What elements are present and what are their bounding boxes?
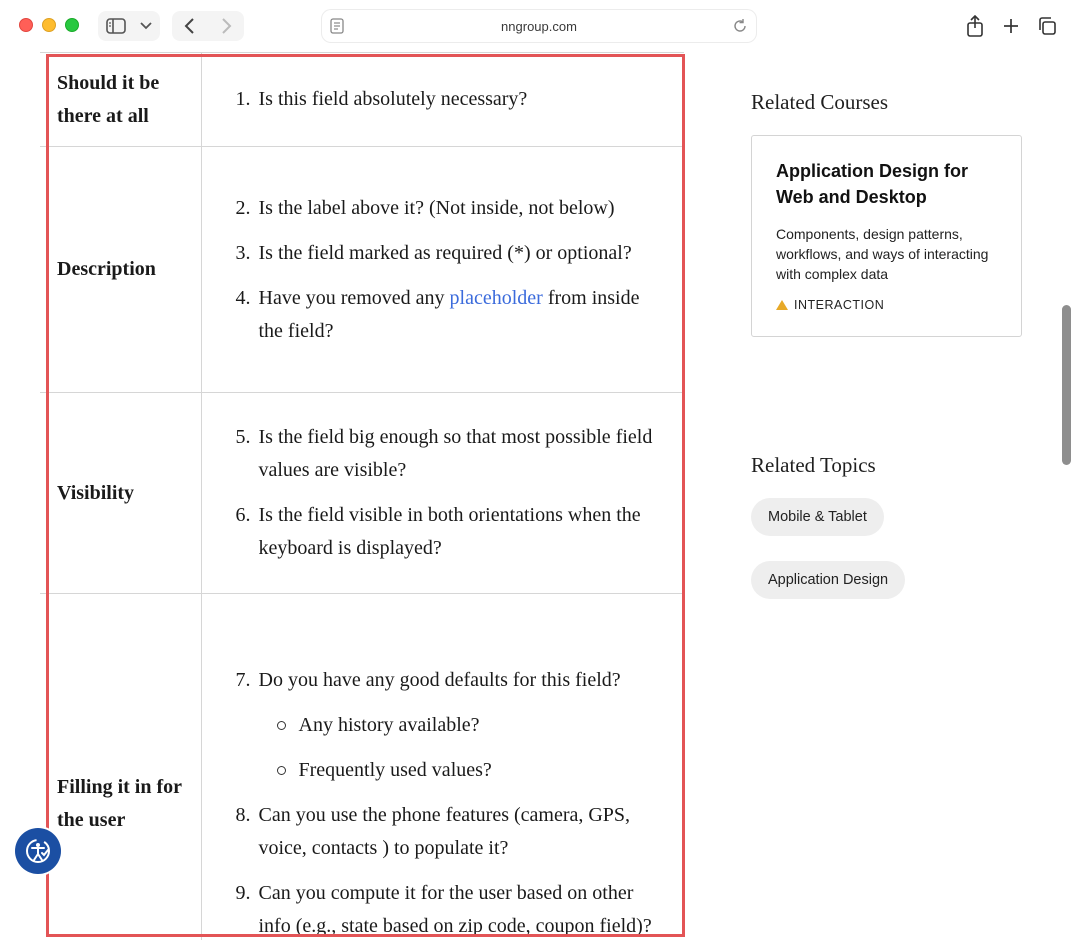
sub-list-item: Any history available? — [259, 709, 669, 742]
accessibility-button[interactable] — [15, 828, 61, 874]
list-item: 7. Do you have any good defaults for this field? Any history available? Frequently used values? — [232, 664, 669, 787]
new-tab-button[interactable] — [999, 14, 1023, 38]
share-button[interactable] — [963, 14, 987, 38]
items-cell — [201, 393, 684, 594]
minimize-window-button[interactable] — [42, 18, 56, 32]
chevron-down-icon — [140, 22, 152, 30]
related-topics-heading: Related Topics — [751, 453, 876, 477]
list-item: 2. Is the label above it? (Not inside, not below) — [235, 196, 615, 219]
close-window-button[interactable] — [19, 18, 33, 32]
category-cell: Filling it in for the user — [40, 594, 201, 940]
sub-list-item: Frequently used values? — [259, 754, 669, 787]
sidebar-icon — [106, 18, 126, 34]
list-item: 4. Have you removed any placeholder from inside the field? — [235, 286, 640, 342]
course-card[interactable] — [751, 135, 1022, 337]
list-item: 9. Can you compute it for the user based on other info (e.g., state based on zip code, coupon field)? — [235, 882, 652, 937]
page-menu-icon[interactable] — [330, 18, 344, 34]
tabs-overview-icon — [1037, 16, 1057, 36]
list-item: 5. Is the field big enough so that most possible field values are visible? — [235, 426, 653, 481]
plus-icon — [1003, 18, 1019, 34]
related-courses-heading: Related Courses — [751, 90, 889, 114]
scrollbar-thumb[interactable] — [1062, 305, 1071, 465]
items-cell — [201, 53, 684, 147]
navigation-buttons — [172, 11, 244, 41]
items-cell — [201, 147, 684, 393]
list-item: 6. Is the field visible in both orientations when the keyboard is displayed? — [235, 504, 641, 559]
category-cell: Should it be there at all — [40, 53, 201, 147]
topic-pill-mobile-tablet[interactable]: Mobile & Tablet — [751, 498, 884, 536]
reload-icon[interactable] — [732, 18, 748, 34]
list-item: 3. Is the field marked as required (*) or optional? — [235, 241, 632, 264]
topic-pill-application-design[interactable]: Application Design — [751, 561, 905, 599]
placeholder-link[interactable]: placeholder — [449, 286, 543, 309]
sub-list — [259, 709, 669, 787]
browser-toolbar — [0, 0, 1076, 52]
course-description: Components, design patterns, workflows, and ways of interacting with complex data — [776, 226, 989, 282]
page-content — [0, 52, 1076, 940]
tab-overview-button[interactable] — [1035, 14, 1059, 38]
circle-bullet-icon — [277, 766, 286, 775]
category-cell: Visibility — [40, 393, 201, 594]
category-cell: Description — [40, 147, 201, 393]
share-icon — [966, 15, 984, 37]
zoom-window-button[interactable] — [65, 18, 79, 32]
checklist-table — [40, 52, 684, 940]
triangle-icon — [776, 300, 788, 310]
list-item: 8. Can you use the phone features (camera, GPS, voice, contacts ) to populate it? — [235, 804, 631, 859]
table-row — [40, 53, 684, 147]
url-text: nngroup.com — [501, 18, 577, 34]
course-tag — [776, 298, 1001, 312]
table-row — [40, 594, 684, 940]
address-bar[interactable] — [322, 10, 756, 42]
back-arrow-icon[interactable] — [184, 18, 196, 34]
course-tag-label: INTERACTION — [794, 298, 885, 312]
table-row — [40, 393, 684, 594]
course-title[interactable]: Application Design for Web and Desktop — [776, 161, 969, 207]
list-item: 1. Is this field absolutely necessary? — [235, 88, 528, 110]
sidebar-toggle-button[interactable] — [98, 11, 160, 41]
table-row — [40, 147, 684, 393]
items-cell — [201, 594, 684, 940]
forward-arrow-icon[interactable] — [220, 18, 232, 34]
circle-bullet-icon — [277, 721, 286, 730]
accessibility-icon — [23, 836, 53, 866]
